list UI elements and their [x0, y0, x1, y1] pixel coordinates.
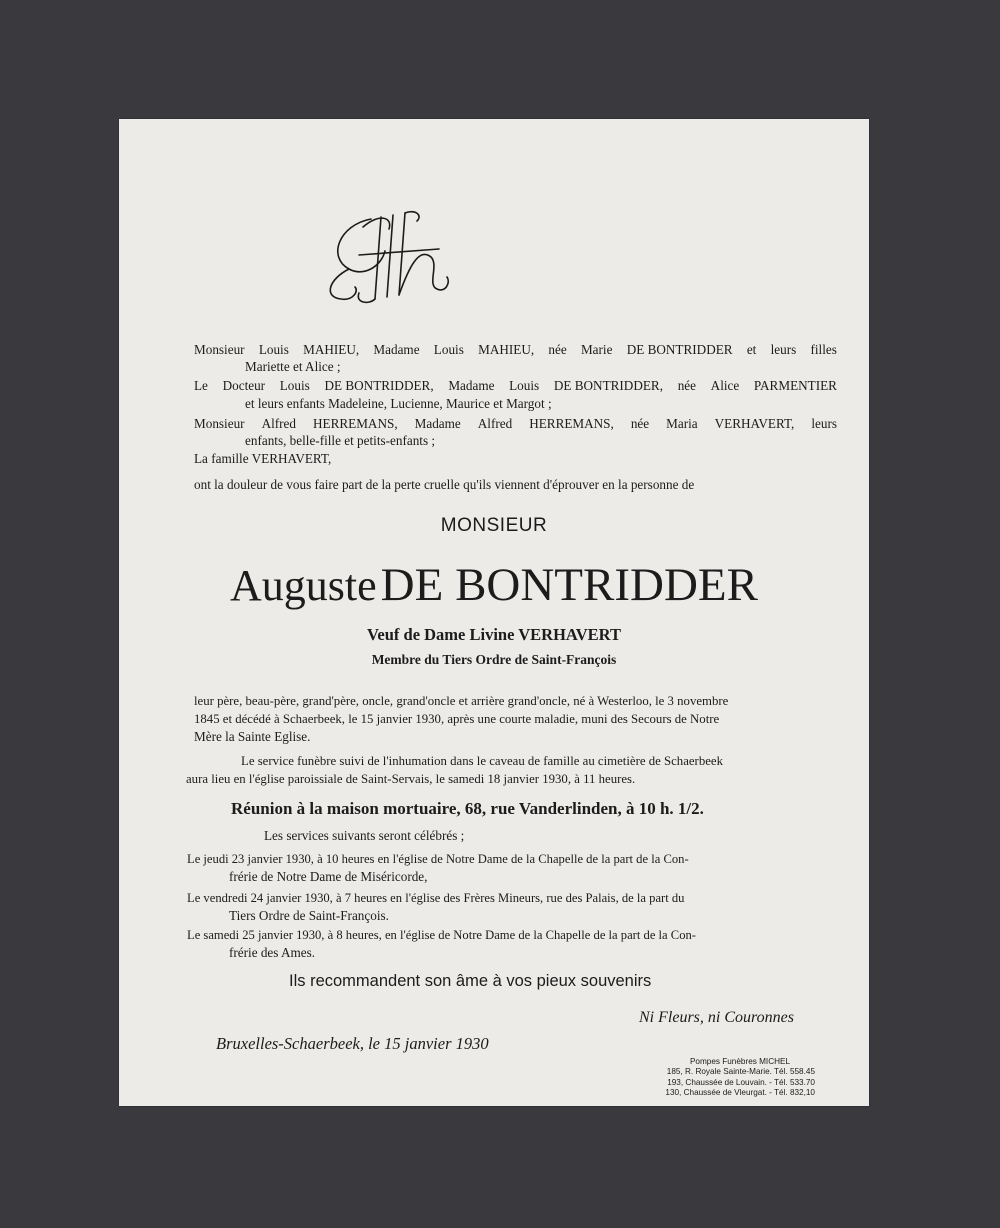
bio-line-2: 1845 et décédé à Schaerbeek, le 15 janvier 1930, après une courte maladie, muni des Secours de Notre [194, 712, 720, 726]
first-name: Auguste [230, 561, 377, 610]
reunion-line: Réunion à la maison mortuaire, 68, rue Vanderlinden, à 10 h. 1/2. [231, 799, 704, 818]
place-date: Bruxelles-Schaerbeek, le 15 janvier 1930 [216, 1034, 489, 1053]
bio-line-1: leur père, beau-père, grand'père, oncle, grand'oncle et arrière grand'oncle, né à Westerloo, le 3 novembre [194, 694, 729, 708]
service-3-line-2: frérie des Ames. [229, 945, 316, 960]
bio-line-3: Mère la Sainte Eglise. [194, 729, 311, 744]
member-line: Membre du Tiers Ordre de Saint-François [371, 652, 617, 667]
service-2-line-1: Le vendredi 24 janvier 1930, à 7 heures en l'église des Frères Mineurs, rue des Palais, de la part du [187, 891, 685, 905]
service-3-line-1: Le samedi 25 janvier 1930, à 8 heures, en l'église de Notre Dame de la Chapelle de la part de la Con- [187, 928, 696, 942]
funeral-line-1: Le service funèbre suivi de l'inhumation dans le caveau de famille au cimetière de Schaerbeek [241, 754, 723, 768]
widower-line: Veuf de Dame Livine VERHAVERT [367, 625, 621, 644]
no-flowers-line: Ni Fleurs, ni Couronnes [639, 1009, 794, 1026]
service-1-line-1: Le jeudi 23 janvier 1930, à 10 heures en l'église de Notre Dame de la Chapelle de la part de la Con- [187, 852, 689, 866]
family-line-2-cont: et leurs enfants Madeleine, Lucienne, Maurice et Margot ; [245, 396, 552, 411]
deceased-name [119, 557, 869, 624]
printer-address-1: 185, R. Royale Sainte-Marie. Tél. 558.45 [666, 1067, 815, 1077]
obituary-card [119, 119, 869, 1106]
printer-address-3: 130, Chaussée de Vleurgat. - Tél. 832,10 [665, 1088, 815, 1098]
monogram-emblem [319, 207, 459, 307]
printer-address-2: 193, Chaussée de Louvain. - Tél. 533.70 [667, 1077, 815, 1087]
family-line-3: Monsieur Alfred HERREMANS, Madame Alfred HERREMANS, née Maria VERHAVERT, leurs [194, 416, 837, 431]
printer-name: Pompes Funèbres MICHEL [689, 1057, 791, 1066]
funeral-line-2: aura lieu en l'église paroissiale de Saint-Servais, le samedi 18 janvier 1930, à 11 heures. [186, 772, 636, 786]
service-2-line-2: Tiers Ordre de Saint-François. [229, 908, 389, 923]
family-line-4: La famille VERHAVERT, [194, 451, 332, 466]
services-intro: Les services suivants seront célébrés ; [264, 828, 465, 843]
intro-line: ont la douleur de vous faire part de la perte cruelle qu'ils viennent d'éprouver en la personne de [194, 477, 695, 492]
family-line-1-cont: Mariette et Alice ; [245, 359, 341, 374]
recommend-line: Ils recommandent son âme à vos pieux souvenirs [289, 972, 652, 990]
family-line-3-cont: enfants, belle-fille et petits-enfants ; [245, 433, 436, 448]
service-1-line-2: frérie de Notre Dame de Miséricorde, [229, 869, 428, 884]
honorific: MONSIEUR [440, 515, 548, 536]
printer-info [651, 1057, 815, 1099]
last-name: DE BONTRIDDER [380, 559, 758, 611]
family-line-2: Le Docteur Louis DE BONTRIDDER, Madame Louis DE BONTRIDDER, née Alice PARMENTIER [194, 378, 837, 393]
family-line-1: Monsieur Louis MAHIEU, Madame Louis MAHIEU, née Marie DE BONTRIDDER et leurs filles [194, 342, 837, 357]
